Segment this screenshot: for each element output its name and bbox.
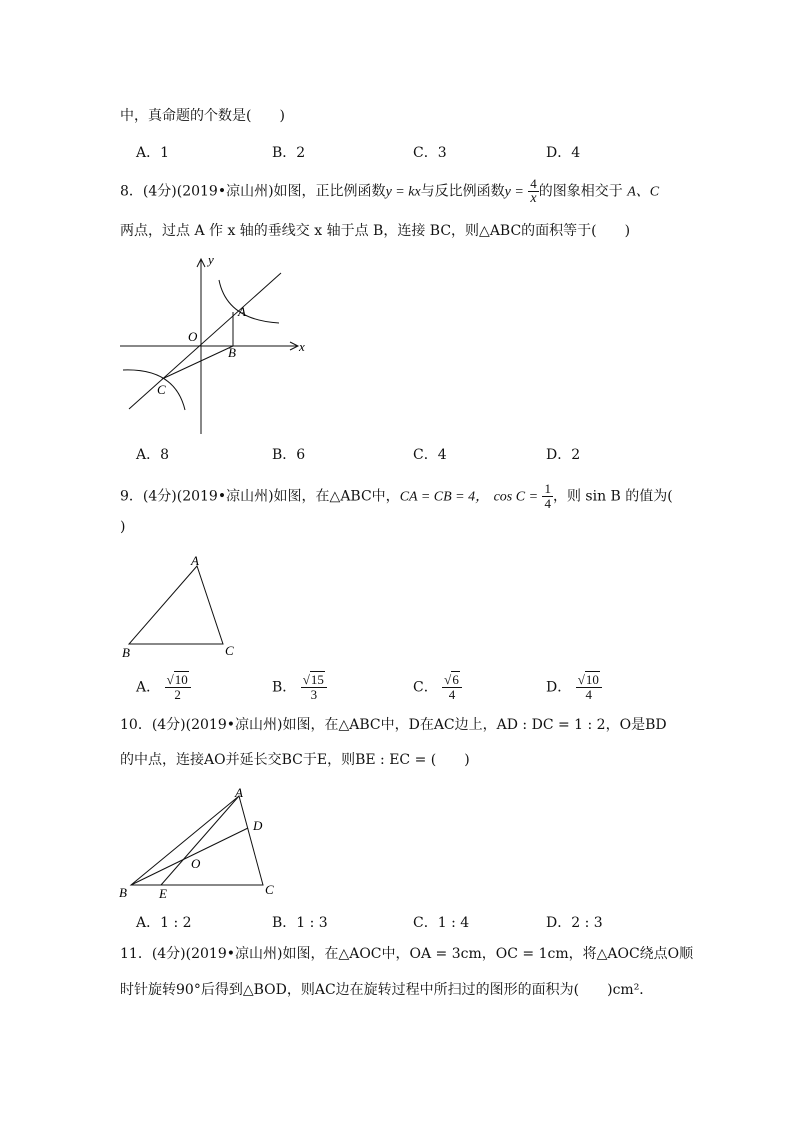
q10-option-d: D．2 : 3 bbox=[546, 915, 603, 931]
q9-option-c-den: 4 bbox=[448, 687, 456, 702]
q8-mid: 与反比例函数 bbox=[420, 183, 505, 200]
q9-line1 bbox=[120, 482, 673, 511]
q8-fraction-den: x bbox=[530, 191, 537, 206]
q8-line1 bbox=[120, 177, 659, 206]
q8-option-d: D．2 bbox=[546, 447, 581, 463]
q9-option-c-letter: C． bbox=[413, 679, 438, 696]
q9-option-a-rad: 10 bbox=[174, 672, 188, 687]
q9-prefix: 9．(4分)(2019•凉山州)如图，在△ABC中， bbox=[120, 488, 400, 505]
q8-line2: 两点，过点 A 作 x 轴的垂线交 x 轴于点 B，连接 BC，则△ABC的面积等于( ) bbox=[120, 223, 631, 239]
q7-text: 中，真命题的个数是( ) bbox=[120, 108, 285, 124]
q9-option-b-den: 3 bbox=[310, 687, 318, 702]
q7-option-d: D．4 bbox=[546, 145, 581, 161]
q10-option-c: C．1 : 4 bbox=[413, 915, 470, 931]
q10-option-b: B．1 : 3 bbox=[272, 915, 328, 931]
q9-option-a-value: $\frac{√10}{2}$ bbox=[165, 673, 191, 702]
q8-option-c: C．4 bbox=[413, 447, 447, 463]
q8-suffix: 的图象相交于 bbox=[538, 183, 623, 200]
q9-option-b-letter: B． bbox=[272, 679, 297, 696]
q7-option-b: B．2 bbox=[272, 145, 306, 161]
q10-option-a: A．1 : 2 bbox=[136, 915, 192, 931]
q8-option-b: B．6 bbox=[272, 447, 306, 463]
q9-option-b-value: $\frac{√15}{3}$ bbox=[301, 673, 327, 702]
q9-option-d-value: $\frac{√10}{4}$ bbox=[576, 673, 602, 702]
q8-fraction bbox=[528, 177, 539, 206]
q9-cos-num: 1 bbox=[544, 481, 551, 496]
q8-label-a: A bbox=[238, 304, 246, 319]
q9-label-b: B bbox=[122, 645, 130, 660]
q9-option-c bbox=[413, 673, 462, 702]
q10-label-e: E bbox=[159, 886, 167, 901]
q9-option-b bbox=[272, 673, 327, 702]
q10-label-c: C bbox=[265, 882, 274, 897]
q9-cos-left: cos C = bbox=[493, 489, 539, 505]
q9-condition: CA = CB = 4， bbox=[399, 489, 490, 505]
q8-label-x: x bbox=[299, 339, 305, 354]
q9-option-d bbox=[546, 673, 602, 702]
q9-label-a: A bbox=[191, 553, 199, 568]
q9-option-a-letter: A． bbox=[136, 679, 161, 696]
q9-option-d-letter: D． bbox=[546, 679, 572, 696]
q9-triangle bbox=[129, 566, 223, 644]
q10-label-b: B bbox=[119, 885, 127, 900]
q11-line1: 11．(4分)(2019•凉山州)如图，在△AOC中，OA = 3cm，OC = 1cm，将△AOC绕点O顺 bbox=[120, 946, 694, 962]
q8-figure bbox=[115, 252, 315, 437]
q9-option-a bbox=[136, 673, 191, 702]
q8-prefix: 8．(4分)(2019•凉山州)如图，正比例函数 bbox=[120, 183, 386, 200]
q8-label-y: y bbox=[208, 252, 214, 267]
q7-option-c: C．3 bbox=[413, 145, 447, 161]
q9-cos-fraction bbox=[542, 482, 553, 511]
q10-line2: 的中点，连接AO并延长交BC于E，则BE : EC = ( ) bbox=[120, 752, 470, 768]
q8-line-kx bbox=[129, 273, 281, 409]
q10-label-d: D bbox=[253, 818, 263, 833]
q8-eq2-left: y = bbox=[504, 184, 524, 200]
q9-option-b-rad: 15 bbox=[310, 672, 324, 687]
q8-fraction-num: 4 bbox=[530, 176, 537, 191]
q9-suffix: ，则 sin B 的值为( bbox=[552, 488, 673, 505]
q9-figure bbox=[115, 552, 245, 662]
q7-option-a: A．1 bbox=[136, 145, 170, 161]
q9-cos-den: 4 bbox=[544, 496, 551, 511]
q9-line2: ) bbox=[120, 519, 126, 535]
q8-points: A、C bbox=[627, 184, 660, 200]
q10-label-o: O bbox=[191, 856, 201, 871]
q9-option-d-den: 4 bbox=[585, 687, 592, 702]
q8-option-a: A．8 bbox=[136, 447, 170, 463]
q8-label-b: B bbox=[228, 345, 236, 360]
q8-segment-bc bbox=[162, 346, 233, 379]
q8-label-o: O bbox=[188, 329, 198, 344]
q9-label-c: C bbox=[225, 643, 234, 658]
q10-figure bbox=[115, 784, 285, 904]
q9-option-c-rad: 6 bbox=[452, 672, 459, 687]
q8-hyperbola-lower bbox=[123, 370, 185, 410]
q11-line2: 时针旋转90°后得到△BOD，则AC边在旋转过程中所扫过的图形的面积为( )cm²． bbox=[120, 982, 654, 998]
q10-label-a: A bbox=[235, 785, 243, 800]
q8-eq1: y = kx bbox=[385, 184, 421, 200]
q9-option-a-den: 2 bbox=[174, 687, 181, 702]
q9-option-d-rad: 10 bbox=[585, 672, 599, 687]
q10-line1: 10．(4分)(2019•凉山州)如图，在△ABC中，D在AC边上，AD : DC = 1 : 2，O是BD bbox=[120, 717, 667, 733]
q8-label-c: C bbox=[157, 382, 166, 397]
q10-segment-ae bbox=[161, 796, 239, 885]
q9-option-c-value: $\frac{√6}{4}$ bbox=[442, 673, 462, 702]
q10-triangle bbox=[131, 796, 263, 885]
